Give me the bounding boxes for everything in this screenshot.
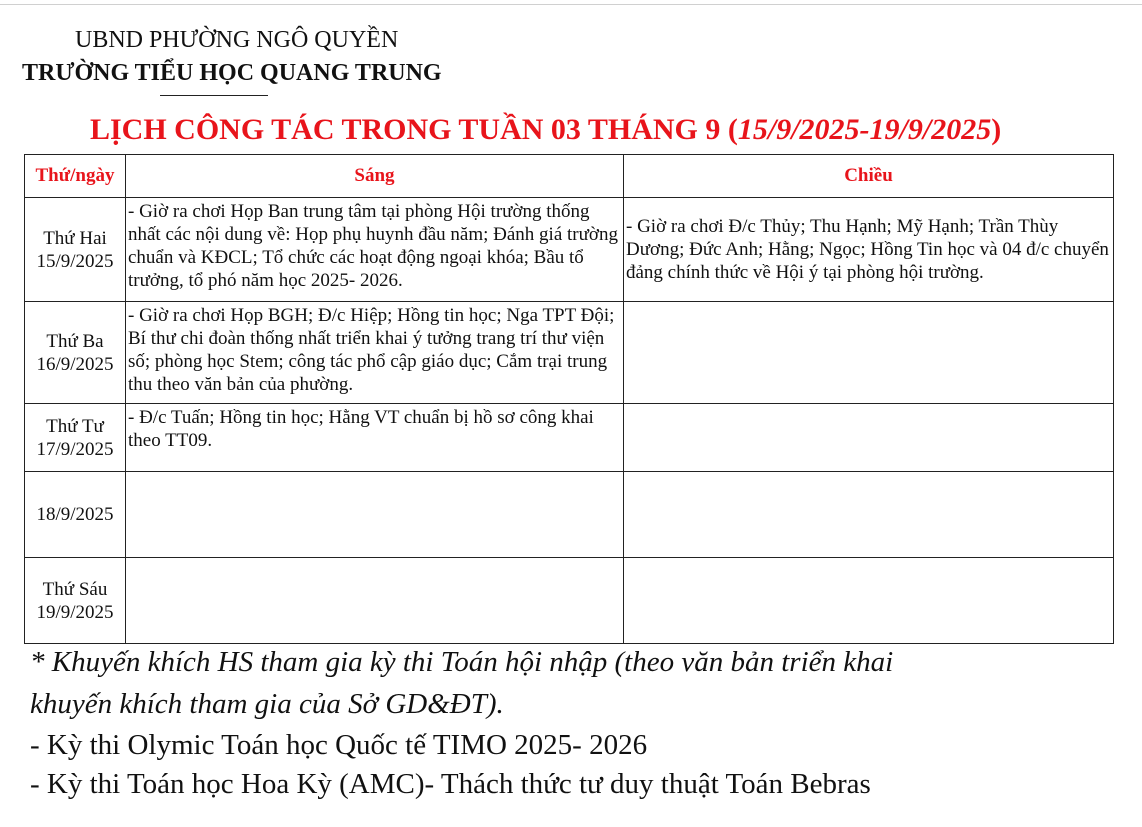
note-line-2: khuyến khích tham gia của Sở GD&ĐT). [30,688,504,720]
date: 18/9/2025 [36,504,114,525]
day-cell [25,198,126,302]
morning-cell [126,558,624,644]
page-title [90,113,1001,147]
weekday: Thứ Tư [46,415,104,437]
day-cell [25,404,126,472]
afternoon-cell [624,558,1114,644]
table-header-row [25,155,1114,198]
morning-cell: - Giờ ra chơi Họp BGH; Đ/c Hiệp; Hồng tin học; Nga TPT Đội; Bí thư chi đoàn thống nhất triển khai ý tưởng trang trí thư viện số; phòng học Stem; công tác phổ cập giáo dục; Cắm trại trung thu theo văn bản của phường. [126,302,624,404]
table-row [25,302,1114,404]
date: 16/9/2025 [36,353,114,375]
table-row [25,558,1114,644]
date: 17/9/2025 [36,438,114,460]
date: 19/9/2025 [36,601,114,623]
org-line-1: UBND PHƯỜNG NGÔ QUYỀN [75,27,399,53]
table-row [25,404,1114,472]
weekday: Thứ Hai [43,227,107,249]
day-cell [25,472,126,558]
note-line-3: - Kỳ thi Olymic Toán học Quốc tế TIMO 2025- 2026 [30,729,648,761]
morning-cell [126,472,624,558]
morning-cell: - Giờ ra chơi Họp Ban trung tâm tại phòng Hội trường thống nhất các nội dung về: Họp phụ huynh đầu năm; Đánh giá trường chuẩn và KĐCL; Tổ chức các hoạt động ngoại khóa; Bầu tổ trưởng, tổ phó năm học 2025- 2026. [126,198,624,302]
day-cell [25,558,126,644]
title-main: LỊCH CÔNG TÁC TRONG TUẦN 03 THÁNG 9 ( [90,113,738,146]
afternoon-cell [624,302,1114,404]
header-day: Thứ/ngày [25,155,126,198]
weekday: Thứ Ba [46,330,104,352]
weekday: Thứ Sáu [42,578,108,600]
morning-cell: - Đ/c Tuấn; Hồng tin học; Hằng VT chuẩn bị hồ sơ công khai theo TT09. [126,404,624,472]
title-dates: 15/9/2025-19/9/2025 [737,113,992,146]
afternoon-cell [624,472,1114,558]
table-row [25,198,1114,302]
note-line-4: - Kỳ thi Toán học Hoa Kỳ (AMC)- Thách thức tư duy thuật Toán Bebras [30,768,871,800]
header-underline [160,95,268,96]
day-cell [25,302,126,404]
table-row [25,472,1114,558]
schedule-table [24,154,1114,644]
afternoon-cell [624,404,1114,472]
note-line-1: * Khuyến khích HS tham gia kỳ thi Toán hội nhập (theo văn bản triển khai [30,646,894,678]
org-line-2: TRƯỜNG TIỂU HỌC QUANG TRUNG [22,60,442,86]
afternoon-cell: - Giờ ra chơi Đ/c Thủy; Thu Hạnh; Mỹ Hạnh; Trần Thùy Dương; Đức Anh; Hằng; Ngọc; Hồng Tin học và 04 đ/c chuyển đảng chính thức về Hội ý tại phòng hội trường. [624,198,1114,302]
date: 15/9/2025 [36,250,114,272]
header-afternoon: Chiều [624,155,1114,198]
title-close: ) [991,113,1002,146]
header-morning: Sáng [126,155,624,198]
top-divider [0,4,1142,5]
